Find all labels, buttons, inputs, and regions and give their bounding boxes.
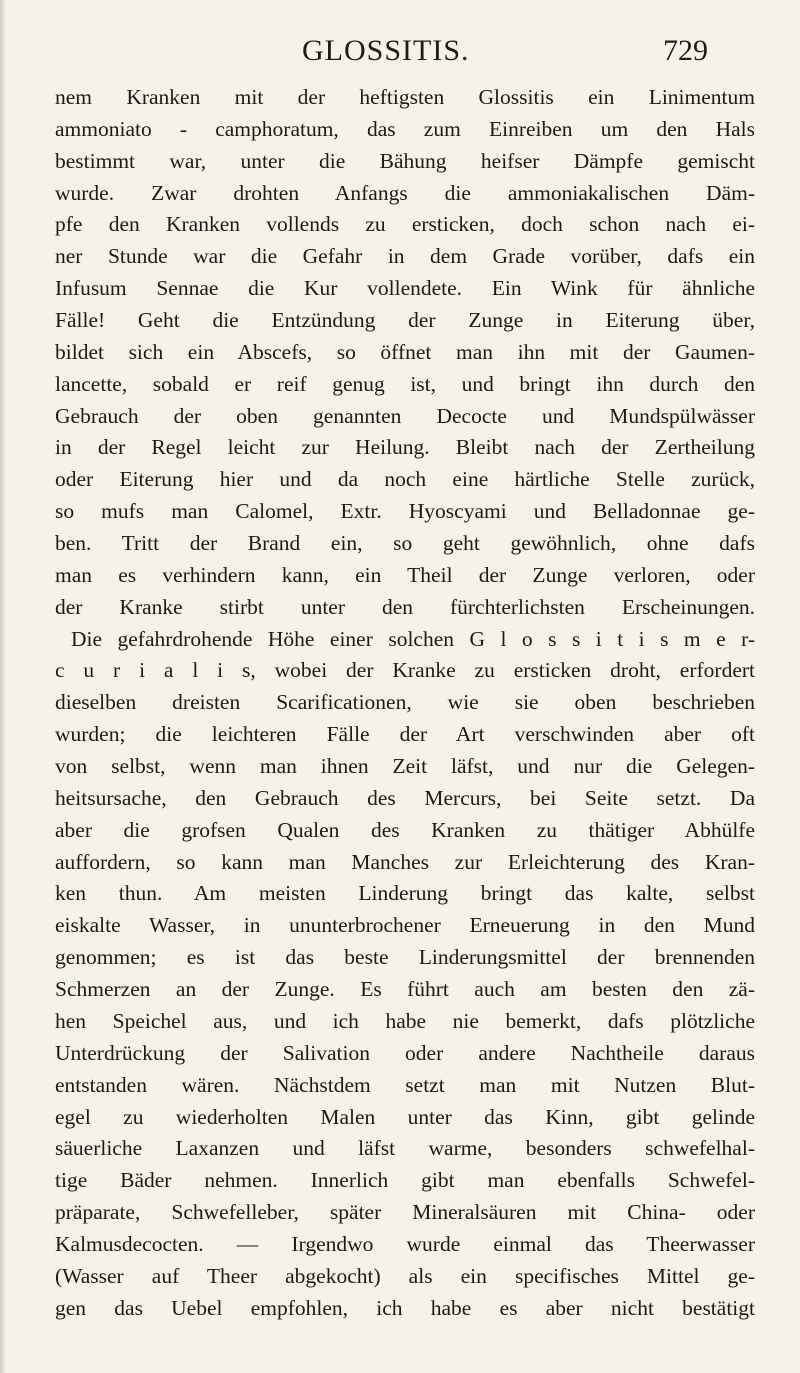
text-line: (Wasser auf Theer abgekocht) als ein specifisches Mittel ge- — [55, 1263, 755, 1288]
text-line: in der Regel leicht zur Heilung. Bleibt nach der Zertheilung — [55, 435, 755, 460]
text-line: oder Eiterung hier und da noch eine härtliche Stelle zurück, — [55, 467, 755, 492]
text-line: aber die grofsen Qualen des Kranken zu thätiger Abhülfe — [55, 817, 755, 842]
text-line: entstanden wären. Nächstdem setzt man mit Nutzen Blut- — [55, 1072, 755, 1097]
text-line: so mufs man Calomel, Extr. Hyoscyami und Belladonnae ge- — [55, 499, 755, 524]
text-line: wurde. Zwar drohten Anfangs die ammoniakalischen Däm- — [55, 180, 755, 205]
text-line: egel zu wiederholten Malen unter das Kinn, gibt gelinde — [55, 1104, 755, 1129]
text-line: ken thun. Am meisten Linderung bringt das kalte, selbst — [55, 881, 755, 906]
text-line: bestimmt war, unter die Bähung heifser Dämpfe gemischt — [55, 148, 755, 173]
text-line: ner Stunde war die Gefahr in dem Grade vorüber, dafs ein — [55, 244, 755, 269]
text-line: Kalmusdecocten. — Irgendwo wurde einmal das Theerwasser — [55, 1231, 755, 1256]
page-number: 729 — [663, 34, 708, 67]
body-text — [55, 82, 755, 1325]
text-line: Fälle! Geht die Entzündung der Zunge in Eiterung über, — [55, 308, 755, 333]
text-line: auffordern, so kann man Manches zur Erleichterung des Kran- — [55, 849, 755, 874]
text-line: heitsursache, den Gebrauch des Mercurs, bei Seite setzt. Da — [55, 785, 755, 810]
text-line: nem Kranken mit der heftigsten Glossitis ein Linimentum — [55, 85, 755, 109]
running-head: GLOSSITIS. — [302, 34, 470, 67]
text-line: pfe den Kranken vollends zu ersticken, doch schon nach ei- — [55, 212, 755, 237]
text-line: Unterdrückung der Salivation oder andere Nachtheile daraus — [55, 1040, 755, 1065]
text-line: wurden; die leichteren Fälle der Art verschwinden aber oft — [55, 722, 755, 747]
text-line: hen Speichel aus, und ich habe nie bemerkt, dafs plötzliche — [55, 1008, 755, 1033]
page-edge-shadow — [0, 0, 6, 1373]
text-line: säuerliche Laxanzen und läfst warme, besonders schwefelhal- — [55, 1136, 755, 1161]
text-line: lancette, sobald er reif genug ist, und bringt ihn durch den — [55, 371, 755, 396]
text-line: ammoniato - camphoratum, das zum Einreiben um den Hals — [55, 116, 755, 141]
text-line: von selbst, wenn man ihnen Zeit läfst, und nur die Gelegen- — [55, 754, 755, 779]
text-line: bildet sich ein Abscefs, so öffnet man ihn mit der Gaumen- — [55, 339, 755, 364]
text-line: Infusum Sennae die Kur vollendete. Ein Wink für ähnliche — [55, 276, 755, 301]
text-line: tige Bäder nehmen. Innerlich gibt man ebenfalls Schwefel- — [55, 1168, 755, 1193]
text-line: Schmerzen an der Zunge. Es führt auch am besten den zä- — [55, 977, 755, 1002]
text-line: genommen; es ist das beste Linderungsmittel der brennenden — [55, 945, 755, 970]
paragraph-start-line: Die gefahrdrohende Höhe einer solchen G l o s s i t i s m e r- — [71, 626, 755, 651]
page-header — [0, 34, 800, 74]
text-line: präparate, Schwefelleber, später Mineralsäuren mit China- oder — [55, 1200, 755, 1225]
text-line: c u r i a l i s, wobei der Kranke zu ersticken droht, erfordert — [55, 658, 755, 683]
text-line: dieselben dreisten Scarificationen, wie sie oben beschrieben — [55, 690, 755, 715]
text-line: der Kranke stirbt unter den fürchterlichsten Erscheinungen. — [55, 594, 755, 619]
text-line: gen das Uebel empfohlen, ich habe es aber nicht bestätigt — [55, 1295, 755, 1320]
text-line: man es verhindern kann, ein Theil der Zunge verloren, oder — [55, 562, 755, 587]
text-line: ben. Tritt der Brand ein, so geht gewöhnlich, ohne dafs — [55, 531, 755, 556]
text-line: Gebrauch der oben genannten Decocte und Mundspülwässer — [55, 403, 755, 428]
text-line: eiskalte Wasser, in ununterbrochener Erneuerung in den Mund — [55, 913, 755, 938]
